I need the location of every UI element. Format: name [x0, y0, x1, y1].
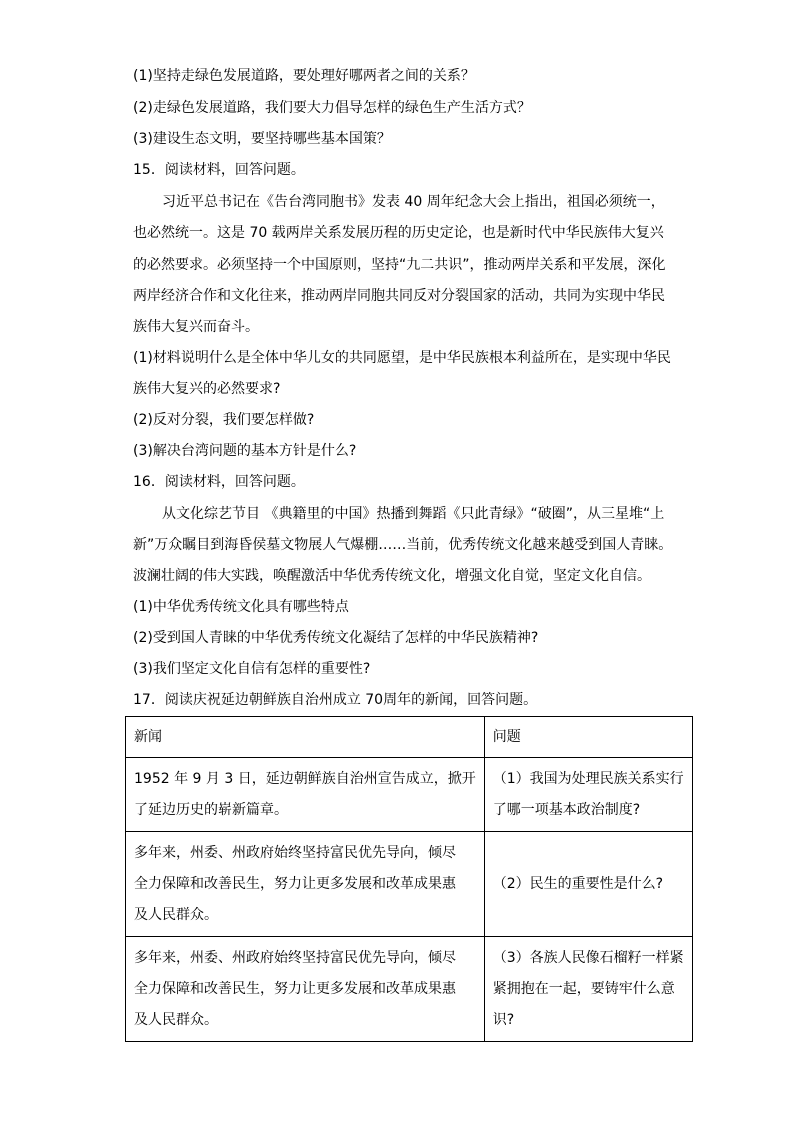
q15-material-line: 也必然统一。这是 70 载两岸关系发展历程的历史定论，也是新时代中华民族伟大复兴 [133, 225, 664, 241]
q16-material-line: 从文化综艺节目 《典籍里的中国》热播到舞蹈《只此青绿》“破圈”，从三星堆“上 [162, 506, 665, 522]
q15-material-line: 族伟大复兴而奋斗。 [133, 319, 259, 335]
news-cell [126, 758, 485, 832]
header-news: 新闻 [126, 717, 485, 758]
question-cell [484, 832, 692, 937]
news-cell [126, 832, 485, 937]
q16-sub2: (2)受到国人青睐的中华优秀传统文化凝结了怎样的中华民族精神? [133, 630, 539, 646]
q16-material-line: 新”万众瞩目到海昏侯墓文物展人气爆棚……当前，优秀传统文化越来越受到国人青睐。 [133, 537, 673, 553]
news-cell-line: 了延边历史的崭新篇章。 [134, 801, 288, 818]
table-row [126, 937, 693, 1042]
q16-sub3: (3)我们坚定文化自信有怎样的重要性? [133, 661, 371, 677]
news-cell [126, 937, 485, 1042]
news-cell-line: 多年来，州委、州政府始终坚持富民优先导向，倾尽 [134, 844, 456, 861]
question-cell-line: （1）我国为处理民族关系实行 [492, 770, 684, 787]
news-cell-line: 全力保障和改善民生，努力让更多发展和改革成果惠 [134, 980, 456, 997]
q16-sub1: (1)中华优秀传统文化具有哪些特点 [133, 599, 349, 615]
news-question-table [125, 716, 693, 1042]
q14-sub1: (1)坚持走绿色发展道路，要处理好哪两者之间的关系？ [133, 68, 475, 84]
q15-sub1-line2: 族伟大复兴的必然要求? [133, 381, 281, 397]
q15-heading: 15．阅读材料，回答问题。 [133, 162, 305, 178]
q14-sub2: (2)走绿色发展道路，我们要大力倡导怎样的绿色生产生活方式？ [133, 100, 531, 116]
table-row [126, 832, 693, 937]
question-cell-line: 识? [492, 1011, 515, 1028]
q15-sub1-line1: (1)材料说明什么是全体中华儿女的共同愿望，是中华民族根本利益所在，是实现中华民 [133, 350, 671, 366]
q14-sub3: (3)建设生态文明，要坚持哪些基本国策？ [133, 131, 391, 147]
news-cell-line: 及人民群众。 [134, 906, 218, 923]
question-cell [484, 937, 692, 1042]
question-cell-line: 紧拥抱在一起，要铸牢什么意 [492, 980, 675, 997]
question-cell-line: （2）民生的重要性是什么? [492, 875, 664, 892]
q15-sub2: (2)反对分裂，我们要怎样做? [133, 412, 315, 428]
q15-sub3: (3)解决台湾问题的基本方针是什么? [133, 443, 357, 459]
q16-heading: 16．阅读材料，回答问题。 [133, 474, 305, 490]
news-cell-line: 多年来，州委、州政府始终坚持富民优先导向，倾尽 [134, 949, 456, 966]
q15-material-line: 习近平总书记在《告台湾同胞书》发表 40 周年纪念大会上指出，祖国必须统一， [162, 194, 665, 210]
question-cell-line: 了哪一项基本政治制度? [492, 801, 641, 818]
q15-material-line: 两岸经济合作和文化往来，推动两岸同胞共同反对分裂国家的活动，共同为实现中华民 [133, 288, 665, 304]
question-cell-line: （3）各族人民像石榴籽一样紧 [492, 949, 684, 966]
news-cell-line: 1952 年 9 月 3 日，延边朝鲜族自治州宣告成立，掀开 [134, 770, 476, 787]
table-row [126, 758, 693, 832]
header-question: 问题 [484, 717, 692, 758]
q16-material-line: 波澜壮阔的伟大实践，唤醒激活中华优秀传统文化，增强文化自觉，坚定文化自信。 [133, 568, 651, 584]
question-cell [484, 758, 692, 832]
table-header-row [126, 717, 693, 758]
news-cell-line: 及人民群众。 [134, 1011, 218, 1028]
q17-heading: 17．阅读庆祝延边朝鲜族自治州成立 70周年的新闻，回答问题。 [133, 692, 538, 708]
news-cell-line: 全力保障和改善民生，努力让更多发展和改革成果惠 [134, 875, 456, 892]
q15-material-line: 的必然要求。必须坚持一个中国原则，坚持“九二共识”，推动两岸关系和平发展，深化 [133, 257, 666, 273]
